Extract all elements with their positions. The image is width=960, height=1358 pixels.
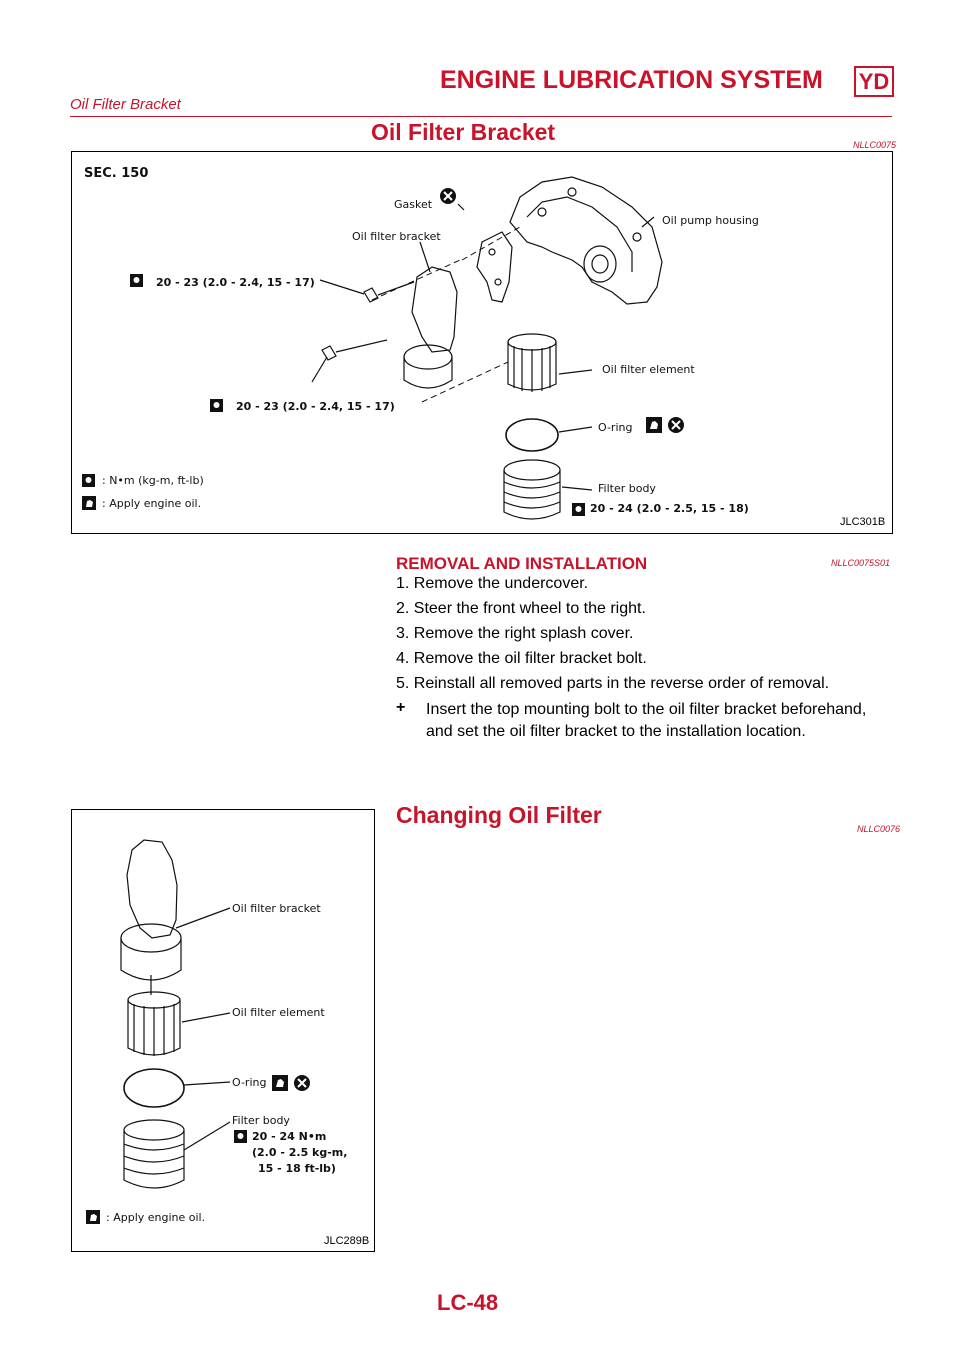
bolt-shaft-2 [336, 340, 387, 352]
bolt-shaft-1 [378, 282, 414, 295]
torque-value-3: 20 - 24 (2.0 - 2.5, 15 - 18) [590, 502, 749, 515]
gasket-shape [477, 232, 512, 302]
leader-oring [184, 1082, 230, 1085]
torque-line-3: 15 - 18 ft-lb) [258, 1162, 336, 1175]
figure-id: JLC301B [840, 516, 886, 528]
housing-hole [538, 208, 546, 216]
oring-shape [506, 419, 558, 451]
torque-value-1: 20 - 23 (2.0 - 2.4, 15 - 17) [156, 276, 315, 289]
bullet-text: Insert the top mounting bolt to the oil filter bracket beforehand, and set the oil filter bracket to the installation location. [426, 701, 867, 740]
torque-icon [210, 399, 223, 412]
bracket-base [404, 357, 452, 388]
torque-icon [234, 1130, 247, 1143]
torque-line-1: 20 - 24 N•m [252, 1130, 327, 1143]
label-oil-filter-element: Oil filter element [232, 1006, 325, 1019]
replace-icon [668, 417, 684, 433]
label-oil-filter-element: Oil filter element [602, 363, 695, 376]
bracket-base [121, 938, 181, 980]
bolt-head-1 [364, 288, 378, 302]
label-oil-filter-bracket: Oil filter bracket [352, 230, 441, 243]
apply-oil-icon [86, 1210, 100, 1224]
apply-oil-icon [82, 496, 96, 510]
oring-shape [124, 1069, 184, 1107]
bracket-shape [127, 840, 177, 938]
label-oil-pump-housing: Oil pump housing [662, 214, 759, 227]
replace-icon [440, 188, 456, 204]
figure-id: JLC289B [324, 1235, 370, 1247]
bracket-base-top [404, 345, 452, 369]
torque-value-2: 20 - 23 (2.0 - 2.4, 15 - 17) [236, 400, 395, 413]
section-code: NLLC0076 [857, 824, 901, 834]
torque-line-2: (2.0 - 2.5 kg-m, [252, 1146, 348, 1159]
housing-hole [568, 188, 576, 196]
leader-gasket [458, 204, 464, 210]
exploded-view-figure [71, 151, 893, 534]
legend-torque: : N•m (kg-m, ft-lb) [102, 474, 204, 487]
step-1: 1. Remove the undercover. [396, 575, 589, 592]
leader-bracket [420, 242, 430, 272]
step-2: 2. Steer the front wheel to the right. [396, 600, 646, 617]
oil-filter-drawing [72, 810, 374, 1251]
section-code: NLLC0075 [853, 140, 897, 150]
bullet-mark: + [396, 699, 406, 716]
bolt-head-2 [322, 346, 336, 360]
section-title-oil-filter-bracket: Oil Filter Bracket [371, 119, 556, 145]
legend-apply-oil: : Apply engine oil. [102, 497, 202, 510]
label-o-ring: O-ring [232, 1076, 267, 1089]
filter-body-top [504, 460, 560, 480]
oil-filter-figure [71, 809, 375, 1252]
leader-oring [559, 427, 592, 432]
gasket-hole [489, 249, 495, 255]
leader-bracket [176, 908, 230, 928]
step-3: 3. Remove the right splash cover. [396, 625, 634, 642]
label-filter-body: Filter body [232, 1114, 290, 1127]
housing-port [584, 246, 616, 282]
bracket-shape [412, 267, 457, 352]
leader-element [182, 1013, 230, 1022]
apply-oil-icon [646, 417, 662, 433]
apply-oil-icon [272, 1075, 288, 1091]
torque-icon [82, 474, 95, 487]
removal-code: NLLC0075S01 [831, 558, 891, 568]
header-subtitle: Oil Filter Bracket [70, 96, 181, 113]
bracket-base-top [121, 924, 181, 952]
filter-body-threads [504, 482, 560, 508]
leader-body [562, 487, 592, 490]
filter-body-top [124, 1120, 184, 1140]
replace-icon [294, 1075, 310, 1091]
leader-element [559, 370, 592, 374]
housing-port-inner [592, 255, 608, 273]
label-oil-filter-bracket: Oil filter bracket [232, 902, 321, 915]
filter-body-threads [124, 1144, 184, 1174]
step-5: 5. Reinstall all removed parts in the reverse order of removal. [396, 675, 830, 692]
section-number: SEC. 150 [84, 166, 149, 181]
label-o-ring: O-ring [598, 421, 633, 434]
page-number: LC-48 [437, 1290, 499, 1315]
element-top [128, 992, 180, 1008]
leader-body [184, 1122, 230, 1150]
section-title-changing-oil-filter: Changing Oil Filter [396, 802, 602, 828]
removal-title: REMOVAL AND INSTALLATION [396, 554, 648, 573]
label-filter-body: Filter body [598, 482, 656, 495]
torque-icon [572, 503, 585, 516]
header-title: ENGINE LUBRICATION SYSTEM [440, 66, 823, 94]
leader-torque1 [320, 280, 364, 294]
element-top [508, 334, 556, 350]
housing-hole [633, 233, 641, 241]
torque-icon [130, 274, 143, 287]
step-4: 4. Remove the oil filter bracket bolt. [396, 650, 647, 667]
label-gasket: Gasket [394, 198, 433, 211]
legend-apply-oil: : Apply engine oil. [106, 1211, 206, 1224]
gasket-hole [495, 279, 501, 285]
leader-torque2 [312, 357, 327, 382]
header-rule [70, 116, 892, 117]
engine-badge: YD [854, 66, 894, 97]
